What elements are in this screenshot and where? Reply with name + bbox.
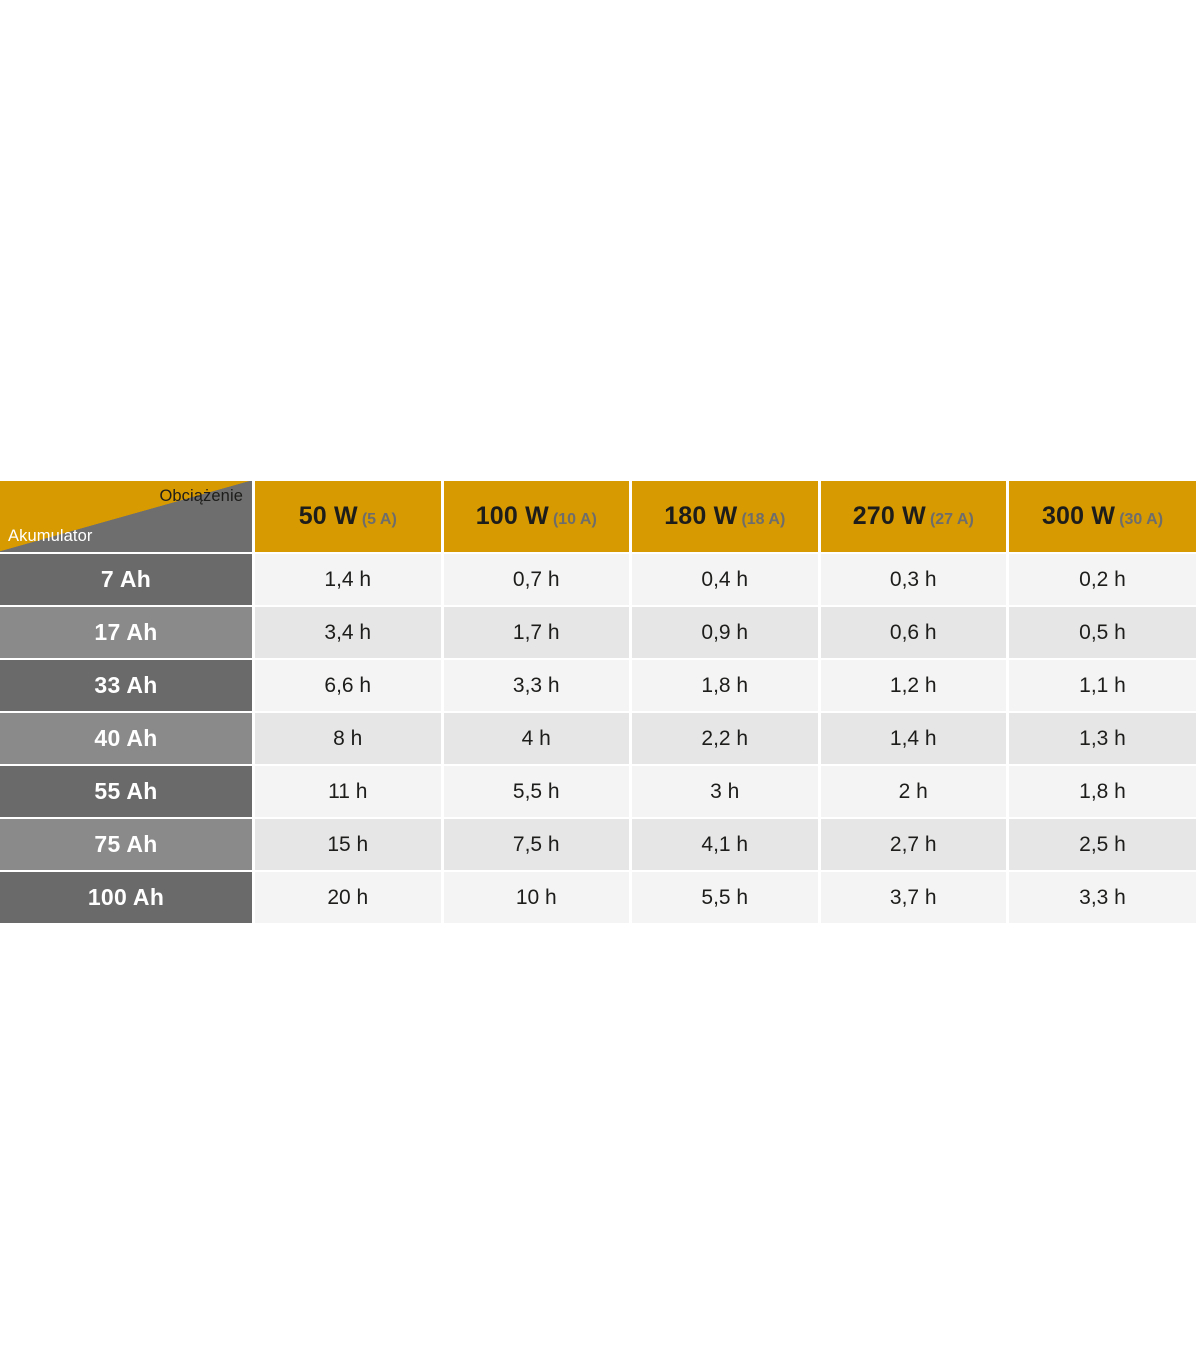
cell-100ah-50w: 20 h bbox=[254, 871, 443, 923]
cell-33ah-270w: 1,2 h bbox=[819, 659, 1008, 712]
table-row bbox=[0, 553, 1196, 606]
cell-55ah-180w: 3 h bbox=[631, 765, 820, 818]
cell-100ah-100w: 10 h bbox=[442, 871, 631, 923]
row-header-40ah: 40 Ah bbox=[0, 712, 254, 765]
row-header-75ah: 75 Ah bbox=[0, 818, 254, 871]
cell-7ah-50w: 1,4 h bbox=[254, 553, 443, 606]
cell-75ah-100w: 7,5 h bbox=[442, 818, 631, 871]
row-header-33ah: 33 Ah bbox=[0, 659, 254, 712]
cell-55ah-100w: 5,5 h bbox=[442, 765, 631, 818]
table-header bbox=[0, 481, 1196, 553]
cell-17ah-300w: 0,5 h bbox=[1008, 606, 1197, 659]
row-header-55ah: 55 Ah bbox=[0, 765, 254, 818]
column-power-50w: 50 W bbox=[298, 502, 358, 530]
cell-7ah-300w: 0,2 h bbox=[1008, 553, 1197, 606]
battery-runtime-table bbox=[0, 481, 1196, 923]
row-header-7ah: 7 Ah bbox=[0, 553, 254, 606]
cell-7ah-100w: 0,7 h bbox=[442, 553, 631, 606]
column-header-100w bbox=[442, 481, 631, 553]
cell-75ah-300w: 2,5 h bbox=[1008, 818, 1197, 871]
cell-55ah-50w: 11 h bbox=[254, 765, 443, 818]
cell-40ah-180w: 2,2 h bbox=[631, 712, 820, 765]
table-header-row bbox=[0, 481, 1196, 553]
table-row bbox=[0, 659, 1196, 712]
column-current-300w: (30 A) bbox=[1119, 511, 1164, 528]
cell-75ah-180w: 4,1 h bbox=[631, 818, 820, 871]
cell-17ah-100w: 1,7 h bbox=[442, 606, 631, 659]
column-header-50w bbox=[254, 481, 443, 553]
row-header-17ah: 17 Ah bbox=[0, 606, 254, 659]
cell-17ah-270w: 0,6 h bbox=[819, 606, 1008, 659]
battery-axis-label: Akumulator bbox=[8, 526, 93, 545]
cell-17ah-180w: 0,9 h bbox=[631, 606, 820, 659]
column-current-180w: (18 A) bbox=[741, 511, 786, 528]
table-row bbox=[0, 606, 1196, 659]
row-header-100ah: 100 Ah bbox=[0, 871, 254, 923]
column-power-180w: 180 W bbox=[664, 502, 738, 530]
cell-40ah-100w: 4 h bbox=[442, 712, 631, 765]
cell-100ah-300w: 3,3 h bbox=[1008, 871, 1197, 923]
table-row bbox=[0, 765, 1196, 818]
cell-75ah-50w: 15 h bbox=[254, 818, 443, 871]
table-row bbox=[0, 818, 1196, 871]
cell-100ah-270w: 3,7 h bbox=[819, 871, 1008, 923]
corner-header-cell bbox=[0, 481, 254, 553]
column-current-50w: (5 A) bbox=[361, 511, 397, 528]
table-row bbox=[0, 712, 1196, 765]
cell-33ah-100w: 3,3 h bbox=[442, 659, 631, 712]
column-current-270w: (27 A) bbox=[929, 511, 974, 528]
column-header-270w bbox=[819, 481, 1008, 553]
cell-75ah-270w: 2,7 h bbox=[819, 818, 1008, 871]
cell-33ah-50w: 6,6 h bbox=[254, 659, 443, 712]
cell-40ah-50w: 8 h bbox=[254, 712, 443, 765]
cell-55ah-300w: 1,8 h bbox=[1008, 765, 1197, 818]
cell-17ah-50w: 3,4 h bbox=[254, 606, 443, 659]
column-power-300w: 300 W bbox=[1041, 502, 1116, 530]
cell-55ah-270w: 2 h bbox=[819, 765, 1008, 818]
column-power-100w: 100 W bbox=[475, 502, 549, 530]
cell-40ah-270w: 1,4 h bbox=[819, 712, 1008, 765]
cell-7ah-270w: 0,3 h bbox=[819, 553, 1008, 606]
table-row bbox=[0, 871, 1196, 923]
cell-33ah-300w: 1,1 h bbox=[1008, 659, 1197, 712]
load-axis-label: Obciążenie bbox=[159, 487, 243, 505]
column-current-100w: (10 A) bbox=[552, 511, 597, 528]
cell-100ah-180w: 5,5 h bbox=[631, 871, 820, 923]
column-power-270w: 270 W bbox=[852, 502, 926, 530]
column-header-180w bbox=[631, 481, 820, 553]
cell-33ah-180w: 1,8 h bbox=[631, 659, 820, 712]
runtime-table-container bbox=[0, 481, 1196, 923]
table-body bbox=[0, 553, 1196, 923]
column-header-300w bbox=[1008, 481, 1197, 553]
cell-7ah-180w: 0,4 h bbox=[631, 553, 820, 606]
cell-40ah-300w: 1,3 h bbox=[1008, 712, 1197, 765]
